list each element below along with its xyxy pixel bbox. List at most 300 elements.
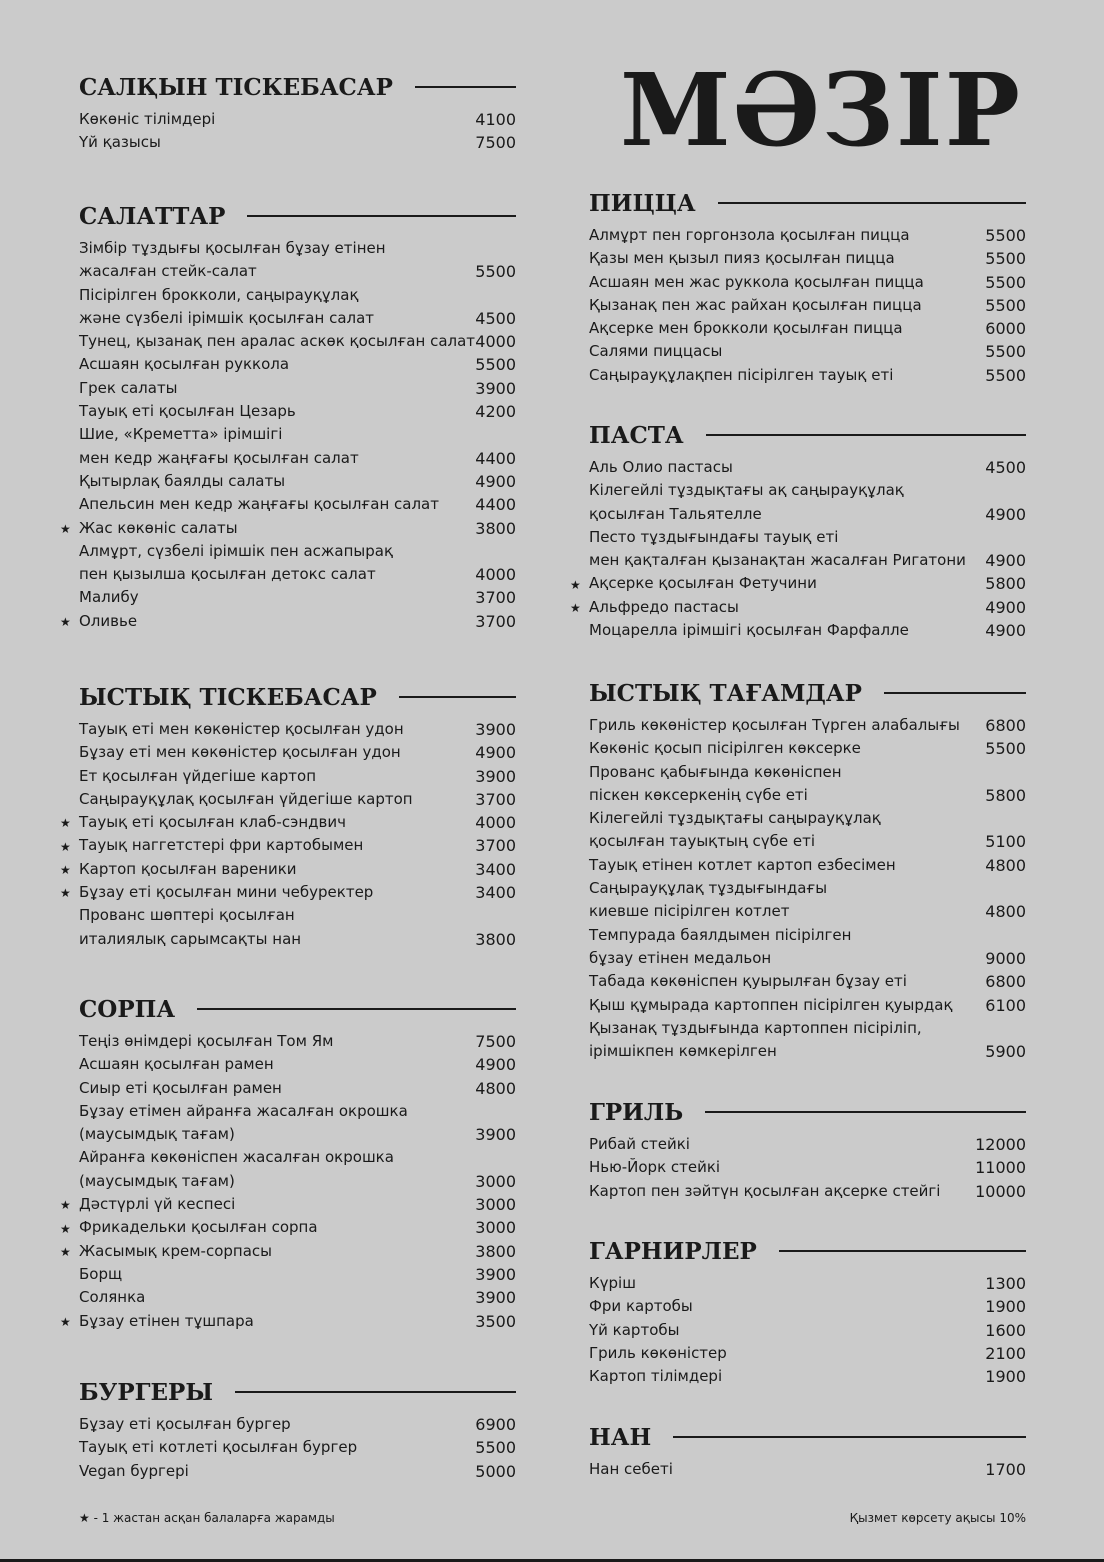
item-price: 4900	[985, 597, 1026, 617]
item-name	[79, 1413, 291, 1436]
menu-item	[589, 1458, 1026, 1481]
item-name	[79, 377, 178, 400]
item-price: 5500	[985, 249, 1026, 269]
item-name-line: Тауық еті мен көкөністер қосылған удон	[79, 720, 404, 738]
item-price: 4800	[985, 855, 1026, 875]
menu-items	[60, 237, 516, 633]
item-name	[589, 526, 966, 573]
item-price: 3700	[475, 611, 516, 631]
item-price: 6100	[985, 995, 1026, 1015]
section-title: ПИЦЦА	[589, 189, 696, 217]
item-price: 1900	[985, 1367, 1026, 1387]
menu-item	[589, 1156, 1026, 1179]
section-rule	[779, 1250, 1026, 1252]
item-name-line: Теңіз өнімдері қосылған Том Ям	[79, 1032, 334, 1050]
item-name-line: Малибу	[79, 588, 139, 607]
item-name-line: Асшаян мен жас руккола қосылған пицца	[589, 272, 924, 291]
menu-item	[589, 1319, 1026, 1342]
item-price: 5500	[985, 226, 1026, 245]
menu-item	[589, 1342, 1026, 1365]
item-price: 5800	[985, 785, 1026, 805]
section-title: СОРПА	[79, 995, 176, 1023]
item-name	[589, 1272, 636, 1295]
item-price: 3700	[475, 588, 516, 608]
section-rule	[235, 1391, 516, 1393]
menu-section	[60, 201, 516, 633]
item-name	[79, 741, 401, 764]
menu-item	[79, 1100, 516, 1147]
item-name	[79, 610, 137, 633]
item-price: 4900	[985, 621, 1026, 641]
item-price: 5500	[985, 365, 1026, 385]
item-name	[589, 456, 733, 479]
menu-item	[589, 1365, 1026, 1388]
star-icon: ★	[60, 521, 71, 536]
item-name-line: Саңырауқұлақ қосылған үйдегіше картоп	[79, 789, 413, 808]
item-name-line: (маусымдық тағам)	[79, 1125, 235, 1144]
menu-item	[60, 1216, 516, 1239]
item-name	[79, 131, 161, 154]
item-name-line: Прованс қабығында көкөніспен	[589, 762, 842, 781]
menu-item	[60, 517, 516, 540]
menu-item	[60, 1193, 516, 1216]
menu-item	[60, 1240, 516, 1263]
item-name	[589, 572, 817, 595]
item-price: 7500	[475, 1032, 516, 1051]
item-price: 5800	[985, 574, 1026, 594]
section-title: САЛҚЫН ТІСКЕБАСАР	[79, 73, 393, 101]
menu-item	[589, 456, 1026, 479]
star-icon: ★	[60, 863, 71, 878]
item-name	[79, 1146, 394, 1193]
item-price: 4900	[475, 1055, 516, 1075]
item-price: 3800	[475, 929, 516, 949]
section-header	[589, 1097, 1026, 1127]
section-title: САЛАТТАР	[79, 202, 226, 230]
item-price: 3500	[475, 1311, 516, 1331]
item-name-line: Саңырауқұлақпен пісірілген тауық еті	[589, 365, 894, 384]
menu-item	[589, 807, 1026, 854]
menu-items	[60, 718, 516, 951]
item-name-line: Күріш	[589, 1274, 636, 1292]
menu-item	[60, 1310, 516, 1333]
menu-item	[589, 1295, 1026, 1318]
item-name-line: Рибай стейкі	[589, 1135, 690, 1153]
menu-item	[589, 1272, 1026, 1295]
item-name	[589, 340, 722, 363]
menu-item	[570, 572, 1026, 595]
item-price: 4900	[475, 743, 516, 763]
item-name	[79, 1216, 318, 1239]
item-price: 4900	[985, 504, 1026, 524]
item-price: 4500	[475, 308, 516, 328]
menu-item	[79, 108, 516, 131]
item-name	[589, 994, 953, 1017]
menu-item	[589, 340, 1026, 363]
item-name-line: Аль Олио пастасы	[589, 458, 733, 476]
menu-section	[570, 420, 1026, 642]
menu-item	[589, 1133, 1026, 1156]
item-name-line: Жас көкөніс салаты	[79, 518, 238, 537]
section-rule	[673, 1436, 1026, 1438]
menu-item	[589, 877, 1026, 924]
item-price: 4900	[985, 551, 1026, 571]
item-name	[589, 1295, 693, 1318]
item-name	[79, 400, 296, 423]
item-price: 4000	[475, 565, 516, 585]
section-title: ПАСТА	[589, 421, 684, 449]
item-name	[589, 224, 910, 247]
item-name-line: Картоп пен зәйтүн қосылған ақсерке стейгі	[589, 1181, 941, 1200]
item-price: 3800	[475, 1241, 516, 1261]
item-name	[589, 364, 893, 387]
item-price: 1700	[985, 1460, 1026, 1479]
item-price: 3900	[475, 378, 516, 398]
menu-item	[570, 596, 1026, 619]
item-name-line: Тауық етінен котлет картоп езбесімен	[589, 855, 896, 874]
item-price: 3900	[475, 1264, 516, 1284]
item-name-line: Сиыр еті қосылған рамен	[79, 1078, 282, 1097]
item-name-line: Оливье	[79, 611, 138, 630]
item-name	[79, 1193, 235, 1216]
item-price: 3900	[475, 1288, 516, 1308]
item-price: 3400	[475, 859, 516, 879]
item-price: 4000	[475, 332, 516, 352]
item-name-line: Картоп қосылған вареники	[79, 859, 297, 878]
star-icon: ★	[60, 1244, 71, 1259]
item-name-line: Грек салаты	[79, 378, 178, 397]
item-name	[79, 1436, 357, 1459]
item-name-line: Бұзау етімен айранға жасалған окрошка	[79, 1101, 408, 1120]
menu-item	[79, 493, 516, 516]
menu-item	[589, 714, 1026, 737]
menu-section	[589, 1422, 1026, 1481]
item-price: 5500	[985, 342, 1026, 362]
item-name-line: Қызанақ тұздығында картоппен пісіріліп,	[589, 1018, 922, 1037]
item-name-line: Бұзау еті қосылған мини чебуректер	[79, 883, 374, 902]
item-name	[589, 1319, 679, 1342]
menu-items	[570, 456, 1026, 642]
item-name	[79, 1460, 189, 1483]
item-name	[589, 1017, 922, 1064]
item-price: 4500	[985, 458, 1026, 477]
item-price: 4400	[475, 495, 516, 515]
menu-item	[589, 364, 1026, 387]
menu-item	[79, 1146, 516, 1193]
item-name-line: (маусымдық тағам)	[79, 1171, 235, 1190]
menu-items	[60, 1030, 516, 1333]
menu-item	[589, 854, 1026, 877]
menu-item	[79, 330, 516, 353]
item-name-line: қосылған Тальятелле	[589, 504, 762, 523]
item-price: 5500	[475, 1438, 516, 1458]
item-price: 12000	[975, 1135, 1026, 1154]
item-name	[79, 586, 139, 609]
item-name-line: Кілегейлі тұздықтағы ақ саңырауқұлақ	[589, 481, 904, 500]
menu-item	[589, 970, 1026, 993]
page-title: МӘЗІР	[620, 51, 1022, 169]
item-price: 3400	[475, 883, 516, 903]
item-name-line: Алмұрт пен горгонзола қосылған пицца	[589, 226, 910, 244]
section-rule	[706, 434, 1026, 436]
menu-section	[60, 994, 516, 1333]
item-name	[589, 247, 895, 270]
item-price: 1300	[985, 1274, 1026, 1293]
item-name-line: Үй қазысы	[79, 133, 161, 152]
item-name-line: Моцарелла ірімшігі қосылған Фарфалле	[589, 621, 909, 640]
menu-section	[79, 1377, 516, 1483]
section-header	[79, 1377, 516, 1407]
section-title: БУРГЕРЫ	[79, 1378, 213, 1406]
item-name-line: Көкөніс тілімдері	[79, 110, 216, 128]
item-name-line: Ақсерке қосылған Фетучини	[589, 574, 817, 593]
item-name	[589, 1458, 673, 1481]
footnote-service-charge: Қызмет көрсету ақысы 10%	[849, 1511, 1026, 1525]
menu-items	[79, 1413, 516, 1483]
item-name	[79, 765, 316, 788]
item-name-line: Прованс шөптері қосылған	[79, 906, 295, 925]
menu-item	[589, 1017, 1026, 1064]
item-price: 6800	[985, 972, 1026, 992]
item-price: 5500	[985, 272, 1026, 292]
item-name	[79, 1263, 122, 1286]
menu-item	[79, 1053, 516, 1076]
section-header	[589, 420, 1026, 450]
menu-item	[79, 765, 516, 788]
item-name	[79, 517, 238, 540]
item-name	[79, 423, 359, 470]
menu-item	[79, 1263, 516, 1286]
item-name-line: Салями пиццасы	[589, 342, 723, 361]
menu-section	[589, 1236, 1026, 1388]
menu-item	[79, 788, 516, 811]
item-name-line: Саңырауқұлақ тұздығындағы	[589, 879, 828, 898]
item-name-line: Жасымық крем-сорпасы	[79, 1241, 273, 1260]
item-name-line: Қазы мен қызыл пияз қосылған пицца	[589, 249, 895, 268]
item-name-line: Қыш құмырада картоппен пісірілген қуырдақ	[589, 995, 953, 1014]
item-name	[589, 619, 909, 642]
item-name-line: Борщ	[79, 1264, 123, 1283]
section-header	[589, 188, 1026, 218]
item-name	[79, 1240, 272, 1263]
item-name	[79, 858, 297, 881]
menu-item	[589, 479, 1026, 526]
item-name	[79, 330, 475, 353]
section-header	[589, 1422, 1026, 1452]
item-name-line: Vegan бургері	[79, 1461, 189, 1480]
item-name	[79, 1077, 282, 1100]
item-price: 4000	[475, 813, 516, 833]
menu-item	[79, 1286, 516, 1309]
item-name-line: киевше пісірілген котлет	[589, 902, 790, 921]
item-name-line: ірімшікпен көмкерілген	[589, 1042, 777, 1061]
menu-items	[589, 224, 1026, 387]
star-icon: ★	[570, 577, 581, 592]
item-name-line: Тауық еті котлеті қосылған бургер	[79, 1438, 358, 1457]
menu-item	[589, 317, 1026, 340]
section-title: ЫСТЫҚ ТІСКЕБАСАР	[79, 683, 377, 711]
item-name-line: Ақсерке мен брокколи қосылған пицца	[589, 319, 903, 338]
menu-items	[589, 1458, 1026, 1481]
section-title: ЫСТЫҚ ТАҒАМДАР	[589, 679, 862, 707]
item-name-line: Гриль көкөністер	[589, 1343, 727, 1362]
item-name	[589, 877, 827, 924]
item-price: 9000	[985, 948, 1026, 968]
menu-item	[589, 619, 1026, 642]
section-rule	[705, 1111, 1026, 1113]
item-price: 10000	[975, 1181, 1026, 1201]
menu-item	[79, 423, 516, 470]
menu-item	[589, 994, 1026, 1017]
item-price: 3700	[475, 789, 516, 809]
item-name	[79, 1310, 254, 1333]
menu-item	[79, 284, 516, 331]
item-name-line: Нью-Йорк стейкі	[589, 1158, 721, 1177]
item-price: 3900	[475, 720, 516, 739]
item-name	[79, 353, 289, 376]
item-name-line: Фрикадельки қосылған сорпа	[79, 1218, 318, 1237]
section-rule	[399, 696, 516, 698]
item-name	[79, 108, 215, 131]
item-name	[589, 1180, 940, 1203]
item-name	[589, 479, 904, 526]
item-name-line: Көкөніс қосып пісірілген көксерке	[589, 739, 861, 758]
item-name-line: Альфредо пастасы	[589, 597, 739, 616]
menu-item	[60, 811, 516, 834]
item-price: 2100	[985, 1343, 1026, 1363]
menu-section	[589, 188, 1026, 387]
item-name-line: Картоп тілімдері	[589, 1367, 723, 1386]
menu-item	[589, 924, 1026, 971]
menu-item	[589, 761, 1026, 808]
menu-item	[589, 294, 1026, 317]
item-price: 6800	[985, 716, 1026, 735]
menu-item	[79, 400, 516, 423]
item-name-line: Шие, «Креметта» ірімшігі	[79, 425, 283, 444]
menu-section	[589, 678, 1026, 1063]
item-name	[79, 1053, 274, 1076]
item-name	[79, 718, 404, 741]
star-icon: ★	[60, 615, 71, 630]
item-name-line: Тунец, қызанақ пен аралас аскөк қосылған салат	[79, 332, 476, 351]
item-price: 3000	[475, 1195, 516, 1215]
item-name-line: италиялық сарымсақты нан	[79, 929, 302, 948]
section-rule	[247, 215, 516, 217]
menu-item	[589, 271, 1026, 294]
item-name	[589, 807, 881, 854]
item-name	[589, 854, 896, 877]
section-rule	[884, 692, 1026, 694]
menu-item	[79, 377, 516, 400]
item-price: 3000	[475, 1218, 516, 1238]
item-name-line: Нан себеті	[589, 1460, 673, 1478]
item-price: 6000	[985, 319, 1026, 339]
item-name	[589, 924, 851, 971]
item-price: 4800	[475, 1078, 516, 1098]
menu-item	[60, 834, 516, 857]
item-name	[589, 1365, 722, 1388]
item-price: 5500	[475, 355, 516, 375]
menu-items	[589, 1272, 1026, 1388]
item-price: 3900	[475, 766, 516, 786]
item-name-line: Бұзау етінен тұшпара	[79, 1311, 254, 1330]
section-rule	[718, 202, 1026, 204]
menu-item	[79, 131, 516, 154]
item-name	[79, 1286, 145, 1309]
menu-items	[79, 108, 516, 155]
menu-item	[589, 224, 1026, 247]
menu-item	[79, 470, 516, 493]
star-icon: ★	[60, 886, 71, 901]
item-price: 3900	[475, 1125, 516, 1145]
item-name-line: Асшаян қосылған руккола	[79, 355, 290, 374]
menu-items	[589, 714, 1026, 1063]
item-name-line: Айранға көкөніспен жасалған окрошка	[79, 1148, 394, 1167]
menu-item	[60, 858, 516, 881]
item-name	[589, 596, 739, 619]
item-name-line: мен кедр жаңғағы қосылған салат	[79, 448, 359, 467]
menu-item	[79, 1030, 516, 1053]
item-price: 4100	[475, 110, 516, 129]
item-price: 4800	[985, 902, 1026, 922]
item-price: 5000	[475, 1461, 516, 1481]
menu-items	[589, 1133, 1026, 1203]
item-price: 3800	[475, 518, 516, 538]
item-name	[79, 493, 439, 516]
section-header	[589, 1236, 1026, 1266]
item-price: 5100	[985, 832, 1026, 852]
item-name-line: Темпурада баялдымен пісірілген	[589, 925, 852, 944]
item-name	[589, 1133, 690, 1156]
item-name	[79, 904, 301, 951]
item-name-line: бұзау етінен медальон	[589, 948, 772, 967]
menu-item	[589, 737, 1026, 760]
menu-section	[589, 1097, 1026, 1203]
item-name-line: Кілегейлі тұздықтағы саңырауқұлақ	[589, 809, 881, 828]
item-name-line: қосылған тауықтың сүбе еті	[589, 832, 816, 851]
item-name	[589, 317, 903, 340]
item-name-line: Апельсин мен кедр жаңғағы қосылған салат	[79, 495, 439, 514]
item-name-line: Пісірілген брокколи, саңырауқұлақ	[79, 285, 359, 304]
item-name	[79, 788, 413, 811]
item-price: 5900	[985, 1042, 1026, 1062]
menu-item	[79, 741, 516, 764]
star-icon: ★	[60, 1221, 71, 1236]
item-name-line: Тауық наггетстері фри картобымен	[79, 836, 364, 855]
item-name	[589, 271, 924, 294]
item-name	[79, 470, 285, 493]
menu-item	[60, 881, 516, 904]
item-name-line: Бұзау еті мен көкөністер қосылған удон	[79, 743, 401, 762]
menu-item	[589, 526, 1026, 573]
item-name-line: Алмұрт, сүзбелі ірімшік пен асжапырақ	[79, 541, 394, 560]
menu-item	[79, 904, 516, 951]
star-icon: ★	[60, 1314, 71, 1329]
section-rule	[197, 1008, 516, 1010]
item-price: 4200	[475, 402, 516, 422]
section-title: ГРИЛЬ	[589, 1098, 684, 1126]
item-name	[79, 811, 346, 834]
section-header	[79, 72, 516, 102]
menu-item	[79, 1077, 516, 1100]
menu-item	[79, 540, 516, 587]
item-name-line: пен қызылша қосылған детокс салат	[79, 565, 376, 584]
item-price: 5500	[985, 739, 1026, 759]
item-name-line: Солянка	[79, 1288, 146, 1307]
item-name-line: Ет қосылған үйдегіше картоп	[79, 766, 317, 785]
item-name	[589, 761, 842, 808]
menu-item	[79, 353, 516, 376]
